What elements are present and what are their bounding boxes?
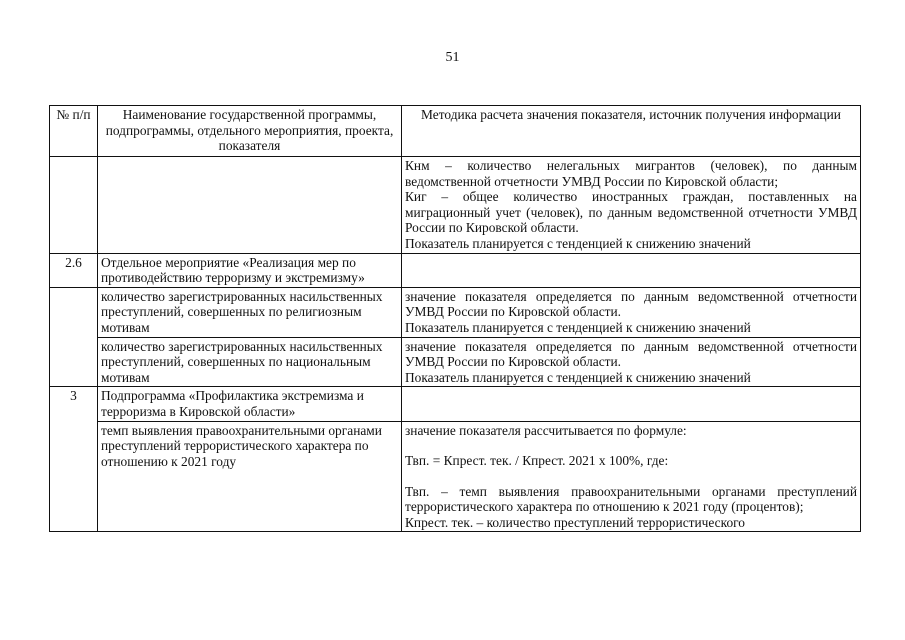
row-num bbox=[50, 337, 98, 387]
method-intro: значение показателя рассчитывается по формуле: bbox=[405, 422, 687, 438]
header-method: Методика расчета значения показателя, источник получения информации bbox=[402, 106, 861, 157]
method-line: Кнм – количество нелегальных мигрантов (человек), по данным ведомственной отчетности УМВД России по Кировской области; bbox=[405, 158, 857, 189]
table-row bbox=[50, 253, 861, 287]
method-line: значение показателя определяется по данным ведомственной отчетности УМВД России по Кировской области. bbox=[405, 338, 857, 370]
indicator-methodology-table bbox=[49, 105, 861, 532]
row-name: количество зарегистрированных насильственных преступлений, совершенных по религиозным мотивам bbox=[98, 287, 402, 337]
table-row bbox=[50, 157, 861, 254]
row-num: 2.6 bbox=[50, 253, 98, 287]
formula: Твп. = Кпрест. тек. / Кпрест. 2021 х 100%, где: bbox=[405, 453, 669, 469]
row-method bbox=[402, 387, 861, 421]
row-name: Подпрограмма «Профилактика экстремизма и терроризма в Кировской области» bbox=[98, 387, 402, 421]
table-header-row bbox=[50, 106, 861, 157]
row-method bbox=[402, 421, 861, 532]
method-line: Показатель планируется с тенденцией к снижению значений bbox=[405, 319, 751, 335]
row-name: Отдельное мероприятие «Реализация мер по противодействию терроризму и экстремизму» bbox=[98, 253, 402, 287]
row-num bbox=[50, 287, 98, 337]
table-row bbox=[50, 387, 861, 421]
header-name: Наименование государственной программы, подпрограммы, отдельного мероприятия, проекта, показателя bbox=[98, 106, 402, 157]
row-num bbox=[50, 157, 98, 254]
table-row bbox=[50, 421, 861, 532]
method-line: Кпрест. тек. – количество преступлений террористического bbox=[405, 514, 745, 530]
method-line: Показатель планируется с тенденцией к снижению значений bbox=[405, 369, 751, 385]
method-line: Твп. – темп выявления правоохранительными органами преступлений террористического характера по отношению к 2021 году (процентов); bbox=[405, 483, 857, 515]
table-row bbox=[50, 337, 861, 387]
method-line: значение показателя определяется по данным ведомственной отчетности УМВД России по Кировской области. bbox=[405, 288, 857, 320]
row-num bbox=[50, 421, 98, 532]
header-num: № п/п bbox=[50, 106, 98, 157]
row-method bbox=[402, 253, 861, 287]
page-number: 51 bbox=[445, 50, 460, 65]
row-method bbox=[402, 287, 861, 337]
table-row bbox=[50, 287, 861, 337]
method-line: Киг – общее количество иностранных граждан, поставленных на миграционный учет (человек), по данным ведомственной отчетности УМВД России по Кировской области. bbox=[405, 189, 857, 236]
row-method bbox=[402, 157, 861, 254]
row-name: темп выявления правоохранительными органами преступлений террористического характера по отношению к 2021 году bbox=[98, 421, 402, 532]
row-name bbox=[98, 157, 402, 254]
row-method bbox=[402, 337, 861, 387]
method-line: Показатель планируется с тенденцией к снижению значений bbox=[405, 235, 751, 251]
row-num: 3 bbox=[50, 387, 98, 421]
row-name: количество зарегистрированных насильственных преступлений, совершенных по национальным мотивам bbox=[98, 337, 402, 387]
